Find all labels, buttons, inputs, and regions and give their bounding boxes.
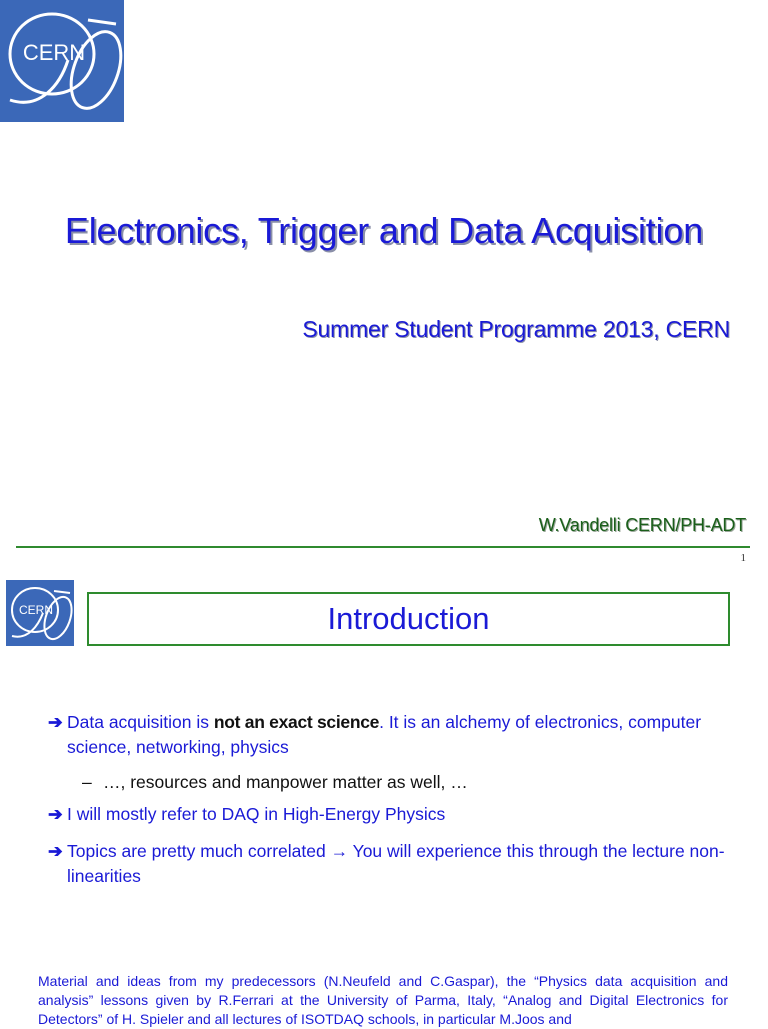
cern-logo-icon — [6, 580, 74, 646]
sub-bullet-text: …, resources and manpower matter as well, … — [103, 772, 468, 792]
bullet-list — [48, 710, 728, 901]
arrow-right-icon: ➔ — [48, 712, 63, 732]
slide-subtitle: Summer Student Programme 2013, CERN — [302, 316, 730, 342]
slide-title: Introduction — [327, 601, 490, 636]
dash-icon: – — [82, 772, 92, 792]
cern-logo-graphic — [0, 0, 124, 122]
bullet-item — [48, 802, 728, 827]
slide-divider — [16, 546, 750, 548]
bullet-text: Topics are pretty much correlated → You will experience this through the lecture non-linearities — [67, 841, 725, 886]
cern-logo-graphic-small — [6, 580, 74, 646]
bullet-item — [48, 710, 728, 760]
footnote: Material and ideas from my predecessors (N.Neufeld and C.Gaspar), the “Physics data acquisition and analysis” lessons given by R.Ferrari at the University of Parma, Italy, “Analog and Digital Electronics for Detectors” of H. Spieler and all lectures of ISOTDAQ schools, in particular M.Joos and — [38, 973, 728, 1027]
arrow-right-icon: ➔ — [48, 841, 63, 861]
page-number: 1 — [740, 552, 746, 564]
cern-logo-text: CERN — [22, 40, 86, 65]
cern-logo-icon — [0, 0, 124, 122]
sub-bullet-item — [48, 770, 728, 794]
author-line: W.Vandelli CERN/PH-ADT — [538, 515, 746, 535]
slide-title-box — [87, 592, 730, 646]
cern-logo-text-small: CERN — [18, 603, 54, 617]
bullet-text-post: . It is an alchemy of electronics, computer science, networking, physics — [67, 712, 702, 757]
arrow-right-icon: ➔ — [48, 804, 63, 824]
bullet-text: I will mostly refer to DAQ in High-Energy Physics — [67, 804, 446, 824]
slide-title: Electronics, Trigger and Data Acquisition — [64, 210, 704, 251]
bullet-text-strong: not an exact science — [213, 712, 380, 732]
bullet-item — [48, 839, 728, 889]
bullet-text-pre: Data acquisition is — [67, 712, 214, 732]
